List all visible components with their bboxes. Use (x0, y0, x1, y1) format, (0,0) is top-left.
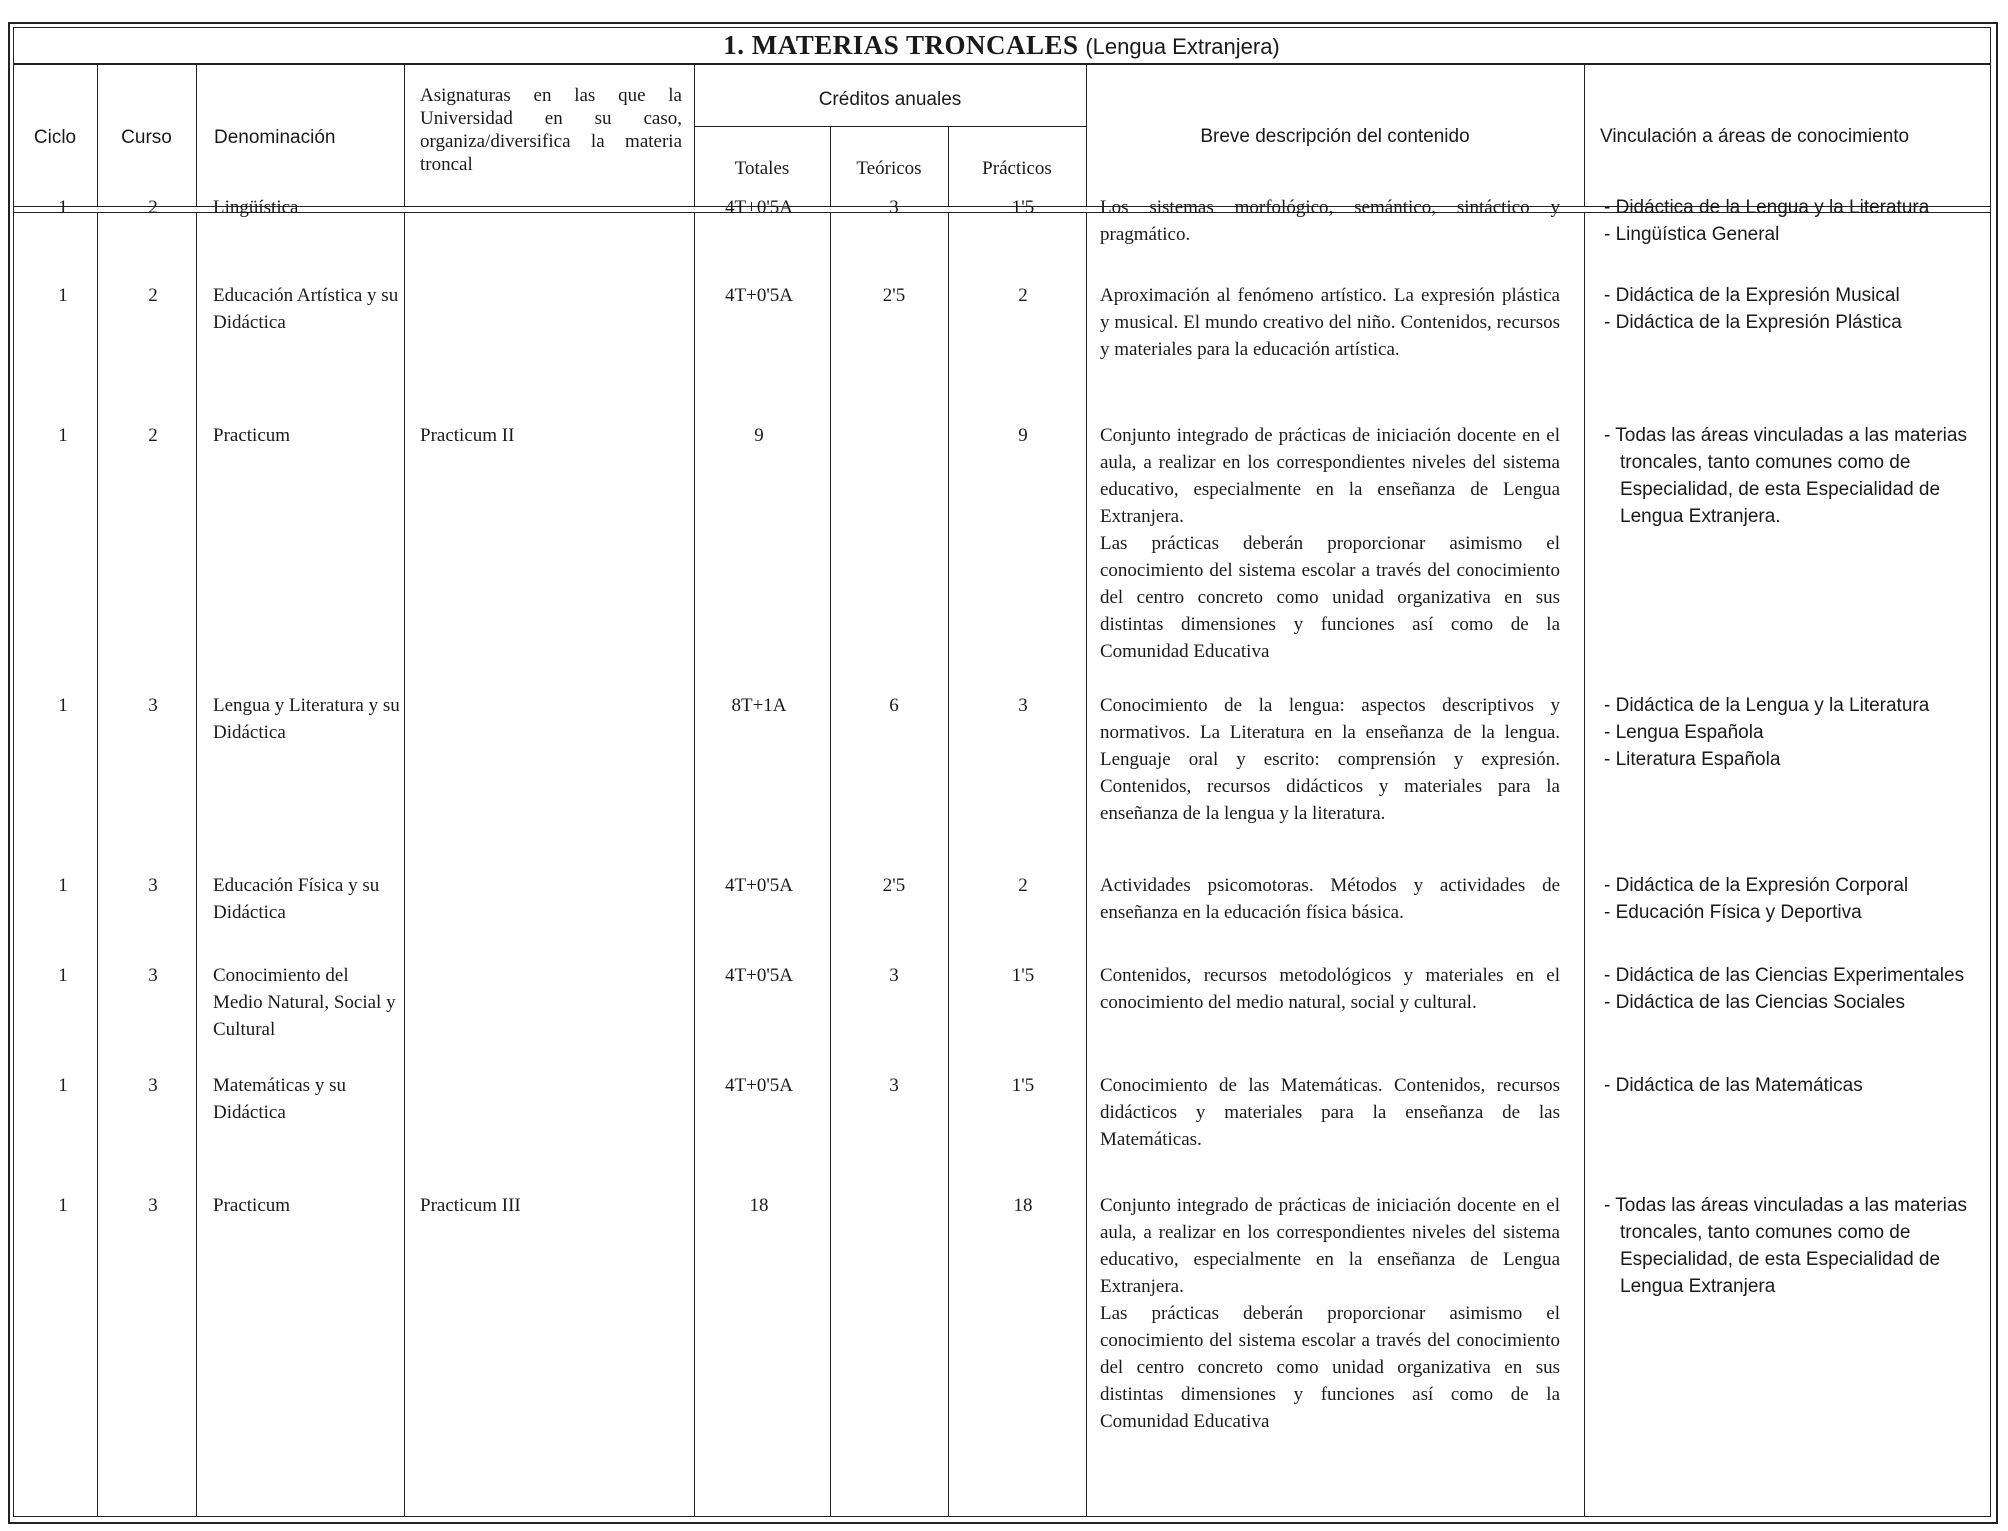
header-practicos: Prácticos (982, 158, 1052, 179)
cell-asignatura: Practicum II (420, 425, 515, 446)
cell-descripcion (1100, 1072, 1560, 1153)
cell-totales: 18 (749, 1195, 769, 1216)
descripcion-paragraph: Conocimiento de la lengua: aspectos descriptivos y normativos. La Literatura en la enseñanza de la lengua. Lenguaje oral y escrito: comprensión y expresión. Contenidos, recursos didácticos y materiales para la enseñanza de la lengua y la literatura. (1100, 695, 1560, 824)
vinculacion-item: - Todas las áreas vinculadas a las materias troncales, tanto comunes como de Especialidad, de esta Especialidad de Lengua Extranjera. (1604, 425, 1967, 527)
cell-totales: 9 (754, 425, 764, 446)
header-curso: Curso (121, 127, 172, 148)
cell-totales: 4T+0'5A (725, 285, 793, 306)
cell-ciclo: 1 (58, 875, 68, 896)
cell-descripcion (1100, 1192, 1560, 1435)
body-line-6 (948, 212, 949, 1516)
header-creditos: Créditos anuales (818, 89, 962, 110)
cell-vinculacion (1604, 1072, 1984, 1099)
descripcion-paragraph: Aproximación al fenómeno artístico. La expresión plástica y musical. El mundo creativo del niño. Contenidos, recursos y materiales para la educación artística. (1100, 285, 1560, 360)
cell-teoricos: 2'5 (882, 285, 906, 306)
cell-vinculacion (1604, 962, 1984, 1016)
cell-denominacion: Lingüística (213, 197, 299, 218)
vinculacion-item: - Lingüística General (1604, 224, 1780, 245)
vinculacion-item: - Todas las áreas vinculadas a las materias troncales, tanto comunes como de Especialidad, de esta Especialidad de Lengua Extranjera (1604, 1195, 1967, 1297)
cell-denominacion: Practicum (213, 425, 291, 446)
cell-practicos: 9 (1018, 425, 1028, 446)
descripcion-paragraph: Actividades psicomotoras. Métodos y actividades de enseñanza en la educación física básica. (1100, 875, 1560, 923)
body-line-8 (1584, 212, 1585, 1516)
cell-practicos: 2 (1018, 285, 1028, 306)
body-line-4 (694, 212, 695, 1516)
cell-curso: 3 (148, 1075, 158, 1096)
cell-descripcion (1100, 282, 1560, 363)
cell-teoricos: 6 (889, 695, 899, 716)
creditos-divider (694, 126, 1086, 127)
header-totales: Totales (734, 158, 790, 179)
title-main: 1. MATERIAS TRONCALES (723, 30, 1079, 60)
body-line-2 (196, 212, 197, 1516)
vinculacion-item: - Didáctica de las Ciencias Sociales (1604, 992, 1905, 1013)
cell-descripcion (1100, 872, 1560, 926)
cell-totales: 4T+0'5A (725, 965, 793, 986)
title-sub: (Lengua Extranjera) (1085, 34, 1280, 59)
cell-denominacion: Practicum (213, 1195, 291, 1216)
cell-descripcion (1100, 422, 1560, 665)
cell-practicos: 18 (1013, 1195, 1033, 1216)
cell-denominacion: Educación Física y su Didáctica (213, 875, 380, 923)
cell-totales: 8T+1A (731, 695, 787, 716)
vinculacion-item: - Didáctica de la Lengua y la Literatura (1604, 695, 1930, 716)
cell-practicos: 2 (1018, 875, 1028, 896)
cell-vinculacion (1604, 422, 1984, 530)
cell-asignatura: Practicum III (420, 1195, 521, 1216)
cell-ciclo: 1 (58, 695, 68, 716)
header-ciclo: Ciclo (33, 127, 77, 148)
descripcion-paragraph: Las prácticas deberán proporcionar asimismo el conocimiento del sistema escolar a través del conocimiento del centro concreto como unidad organizativa en sus distintas dimensiones y funciones así como de la Comunidad Educativa (1100, 1303, 1560, 1432)
cell-descripcion (1100, 692, 1560, 827)
cell-vinculacion (1604, 872, 1984, 926)
cell-curso: 3 (148, 875, 158, 896)
col-line-8 (1584, 64, 1585, 207)
cell-denominacion: Educación Artística y su Didáctica (213, 285, 399, 333)
cell-practicos: 1'5 (1011, 1075, 1035, 1096)
cell-ciclo: 1 (58, 197, 68, 218)
header-teoricos: Teóricos (856, 158, 922, 179)
cell-curso: 3 (148, 695, 158, 716)
cell-practicos: 1'5 (1011, 197, 1035, 218)
header-asignaturas: Asignaturas en las que la Universidad en su caso, organiza/diversifica la materia troncal (420, 85, 682, 175)
cell-curso: 2 (148, 425, 158, 446)
cell-vinculacion (1604, 194, 1984, 248)
cell-teoricos: 2'5 (882, 875, 906, 896)
cell-denominacion: Matemáticas y su Didáctica (213, 1075, 346, 1123)
vinculacion-item: - Didáctica de la Expresión Corporal (1604, 875, 1909, 896)
vinculacion-item: - Lengua Española (1604, 722, 1764, 743)
cell-denominacion: Conocimiento del Medio Natural, Social y Cultural (213, 965, 396, 1040)
descripcion-paragraph: Los sistemas morfológico, semántico, sintáctico y pragmático. (1100, 197, 1560, 245)
cell-totales: 4T+0'5A (725, 1075, 793, 1096)
descripcion-paragraph: Conjunto integrado de prácticas de iniciación docente en el aula, a realizar en los correspondientes niveles del sistema educativo, especialmente en la enseñanza de Lengua Extranjera. (1100, 1195, 1560, 1297)
body-line-5 (830, 212, 831, 1516)
vinculacion-item: - Literatura Española (1604, 749, 1781, 770)
cell-ciclo: 1 (58, 285, 68, 306)
cell-descripcion (1100, 194, 1560, 248)
cell-curso: 2 (148, 285, 158, 306)
cell-teoricos: 3 (889, 1075, 899, 1096)
vinculacion-item: - Educación Física y Deportiva (1604, 902, 1862, 923)
col-line-3 (404, 64, 405, 207)
vinculacion-item: - Didáctica de la Expresión Musical (1604, 285, 1900, 306)
table-title (13, 27, 1990, 65)
cell-vinculacion (1604, 282, 1984, 336)
cell-totales: 4T+0'5A (725, 875, 793, 896)
descripcion-paragraph: Conocimiento de las Matemáticas. Contenidos, recursos didácticos y materiales para la enseñanza de las Matemáticas. (1100, 1075, 1560, 1150)
body-line-3 (404, 212, 405, 1516)
cell-teoricos: 3 (889, 965, 899, 986)
cell-denominacion: Lengua y Literatura y su Didáctica (213, 695, 400, 743)
vinculacion-item: - Didáctica de las Matemáticas (1604, 1075, 1863, 1096)
cell-ciclo: 1 (58, 425, 68, 446)
cell-ciclo: 1 (58, 965, 68, 986)
descripcion-paragraph: Contenidos, recursos metodológicos y materiales en el conocimiento del medio natural, social y cultural. (1100, 965, 1560, 1013)
cell-totales: 4T+0'5A (725, 197, 793, 218)
cell-practicos: 1'5 (1011, 965, 1035, 986)
cell-curso: 3 (148, 965, 158, 986)
cell-teoricos: 3 (889, 197, 899, 218)
vinculacion-item: - Didáctica de la Lengua y la Literatura (1604, 197, 1930, 218)
cell-vinculacion (1604, 1192, 1984, 1300)
cell-vinculacion (1604, 692, 1984, 773)
header-descripcion: Breve descripción del contenido (1200, 126, 1470, 147)
cell-curso: 3 (148, 1195, 158, 1216)
cell-practicos: 3 (1018, 695, 1028, 716)
body-line-7 (1086, 212, 1087, 1516)
col-line-4 (694, 64, 695, 207)
descripcion-paragraph: Las prácticas deberán proporcionar asimismo el conocimiento del sistema escolar a través del conocimiento del centro concreto como unidad organizativa en sus distintas dimensiones y funciones así como de la Comunidad Educativa (1100, 533, 1560, 662)
cell-ciclo: 1 (58, 1195, 68, 1216)
document-page (8, 22, 1998, 1524)
cell-descripcion (1100, 962, 1560, 1016)
vinculacion-item: - Didáctica de la Expresión Plástica (1604, 312, 1902, 333)
descripcion-paragraph: Conjunto integrado de prácticas de iniciación docente en el aula, a realizar en los correspondientes niveles del sistema educativo, especialmente en la enseñanza de Lengua Extranjera. (1100, 425, 1560, 527)
body-line-1 (97, 212, 98, 1516)
col-line-2 (196, 64, 197, 207)
vinculacion-item: - Didáctica de las Ciencias Experimentales (1604, 965, 1965, 986)
header-denominacion: Denominación (214, 127, 336, 148)
cell-ciclo: 1 (58, 1075, 68, 1096)
header-vinculacion: Vinculación a áreas de conocimiento (1600, 126, 1910, 147)
cell-curso: 2 (148, 197, 158, 218)
